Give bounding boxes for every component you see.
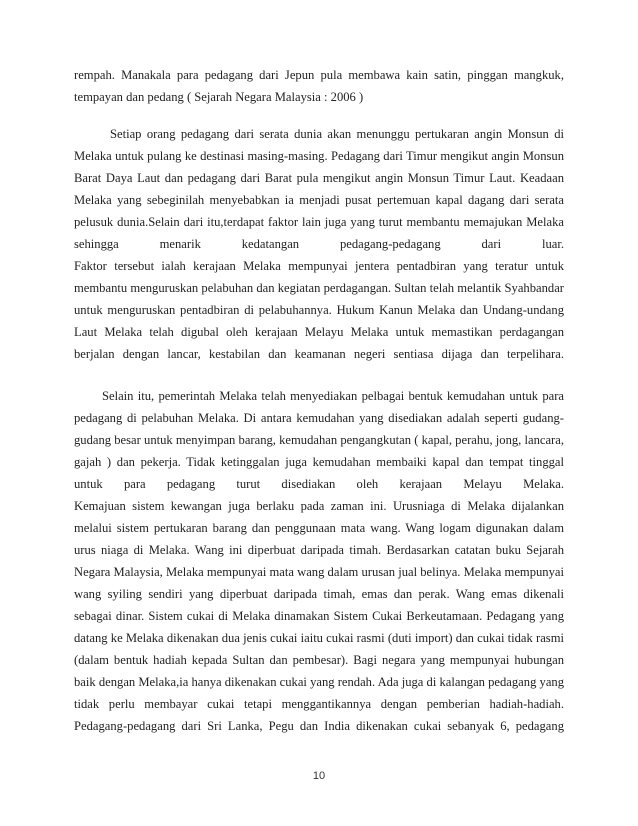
- text-line: Barat Daya Laut dan pedagang dari Barat pula mengikut angin Monsun Timur Laut. Keadaan: [74, 171, 564, 185]
- text-line: sehingga menarik kedatangan pedagang-pedagang dari luar.: [74, 237, 564, 251]
- text-line: Laut Melaka telah digubal oleh kerajaan Melayu Melaka untuk memastikan perdagangan: [74, 325, 564, 339]
- text-line: untuk para pedagang turut disediakan oleh kerajaan Melayu Melaka.: [74, 477, 564, 491]
- text-line: membantu menguruskan pelabuhan dan kegiatan perdagangan. Sultan telah melantik Syahbandar: [74, 281, 564, 295]
- text-line: Pedagang-pedagang dari Sri Lanka, Pegu dan India dikenakan cukai sebanyak 6, pedagang: [74, 719, 564, 733]
- text-line: melalui sistem pertukaran barang dan penggunaan mata wang. Wang logam digunakan dalam: [74, 521, 564, 535]
- text-line: Melaka untuk pulang ke destinasi masing-masing. Pedagang dari Timur mengikut angin Monsun: [74, 149, 564, 163]
- text-line: rempah. Manakala para pedagang dari Jepun pula membawa kain satin, pinggan mangkuk,: [74, 68, 564, 82]
- text-line: gajah ) dan pekerja. Tidak ketinggalan juga kemudahan membaiki kapal dan tempat tinggal: [74, 455, 564, 469]
- text-line: Negara Malaysia, Melaka mempunyai mata wang dalam urusan jual belinya. Melaka mempunyai: [74, 565, 564, 579]
- text-line: Kemajuan sistem kewangan juga berlaku pada zaman ini. Urusniaga di Melaka dijalankan: [74, 499, 564, 513]
- text-line: sebagai dinar. Sistem cukai di Melaka dinamakan Sistem Cukai Berkeutamaan. Pedagang yang: [74, 609, 564, 623]
- text-line: (dalam bentuk hadiah kepada Sultan dan pembesar). Bagi negara yang mempunyai hubungan: [74, 653, 564, 667]
- text-line: Faktor tersebut ialah kerajaan Melaka mempunyai jentera pentadbiran yang teratur untuk: [74, 259, 564, 273]
- text-line: pelusuk dunia.Selain dari itu,terdapat faktor lain juga yang turut membantu memajukan Melaka: [74, 215, 564, 229]
- page-number: 10: [312, 770, 326, 782]
- text-line: pedagang di pelabuhan Melaka. Di antara kemudahan yang disediakan adalah seperti gudang-: [74, 411, 564, 425]
- text-line: datang ke Melaka dikenakan dua jenis cukai iaitu cukai rasmi (duti import) dan cukai tidak rasmi: [74, 631, 564, 645]
- text-line: wang syiling sendiri yang diperbuat daripada timah, emas dan perak. Wang emas dikenali: [74, 587, 564, 601]
- text-line: tempayan dan pedang ( Sejarah Negara Malaysia : 2006 ): [74, 90, 364, 104]
- text-line: urus niaga di Melaka. Wang ini diperbuat daripada timah. Berdasarkan catatan buku Sejarah: [74, 543, 564, 557]
- paragraph-2: [74, 123, 564, 365]
- text-line: baik dengan Melaka,ia hanya dikenakan cukai yang rendah. Ada juga di kalangan pedagang yang: [74, 675, 564, 689]
- text-line: berjalan dengan lancar, kestabilan dan keamanan negeri sentiasa dijaga dan terpelihara.: [74, 347, 564, 361]
- text-line: Setiap orang pedagang dari serata dunia akan menunggu pertukaran angin Monsun di: [110, 127, 564, 141]
- document-body: [74, 64, 564, 737]
- text-line: untuk menguruskan pentadbiran di pelabuhannya. Hukum Kanun Melaka dan Undang-undang: [74, 303, 564, 317]
- paragraph-1: [74, 64, 564, 108]
- text-line: Melaka yang sebeginilah menyebabkan ia menjadi pusat pertemuan kapal dagang dari serata: [74, 193, 564, 207]
- text-line: gudang besar untuk menyimpan barang, kemudahan pengangkutan ( kapal, perahu, jong, lancara,: [74, 433, 564, 447]
- text-line: tidak perlu membayar cukai tetapi menggantikannya dengan pemberian hadiah-hadiah.: [74, 697, 564, 711]
- text-line: Selain itu, pemerintah Melaka telah menyediakan pelbagai bentuk kemudahan untuk para: [102, 389, 564, 403]
- paragraph-3: [74, 385, 564, 737]
